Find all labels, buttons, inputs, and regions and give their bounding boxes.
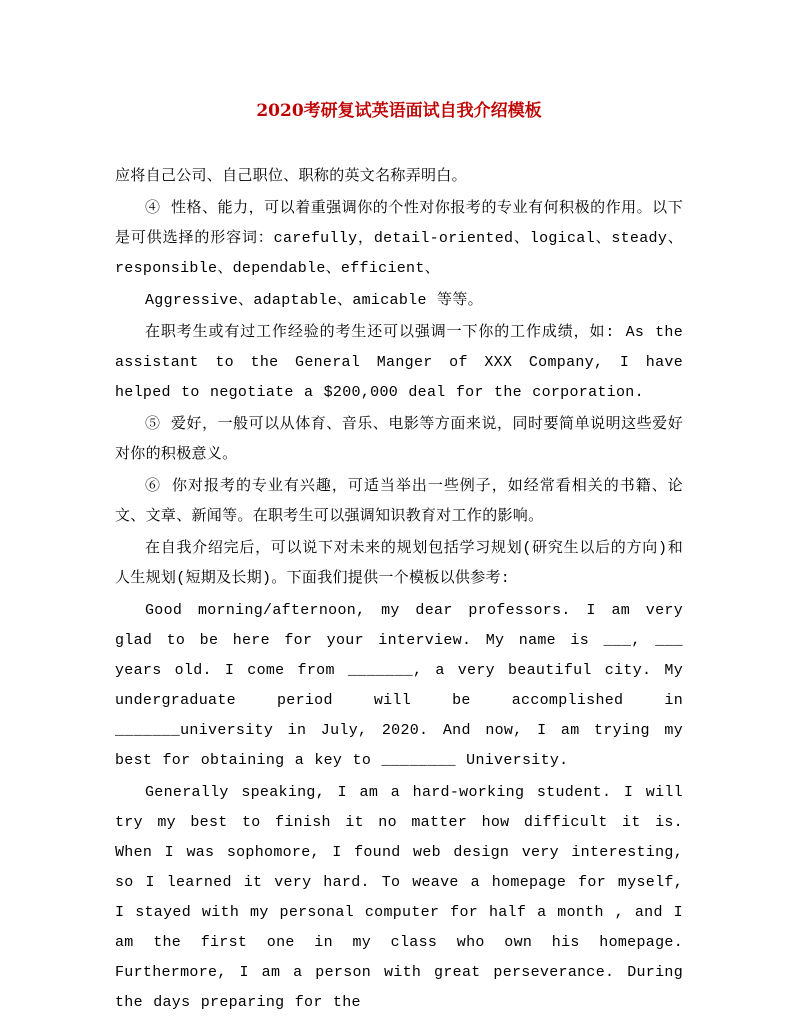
paragraph: ④ 性格、能力，可以着重强调你的个性对你报考的专业有何积极的作用。以下是可供选择的形容词：carefully，detail-oriented、logical、steady、responsible、dependable、efficient、 — [115, 200, 683, 277]
paragraph: Good morning/afternoon, my dear professors. I am very glad to be here for your interview. My name is ___, ___ years old. I come from _______, a very beautiful city. My undergraduate period will be accomplished in _______university in July, 2020. And now, I am trying my best for obtaining a key to ________ University. — [115, 602, 683, 769]
paragraph: ⑥ 你对报考的专业有兴趣，可适当举出一些例子，如经常看相关的书籍、论文、文章、新闻等。在职考生可以强调知识教育对工作的影响。 — [115, 478, 683, 525]
paragraph: 在自我介绍完后，可以说下对未来的规划包括学习规划(研究生以后的方向)和人生规划(短期及长期)。下面我们提供一个模板以供参考: — [115, 540, 683, 587]
paragraph: ⑤ 爱好，一般可以从体育、音乐、电影等方面来说，同时要简单说明这些爱好对你的积极意义。 — [115, 416, 683, 463]
paragraph: Generally speaking, I am a hard-working student. I will try my best to finish it no matter how difficult it is. When I was sophomore, I found web design very interesting, so I learned it very hard. To weave a homepage for myself, I stayed with my personal computer for half a month , and I am the first one in my class who own his homepage. Furthermore, I am a person with great perseverance. During the days preparing for the — [115, 784, 683, 1011]
document-title: 2020考研复试英语面试自我介绍模板 — [256, 101, 542, 121]
document-body — [115, 162, 683, 1018]
paragraph: 应将自己公司、自己职位、职称的英文名称弄明白。 — [115, 168, 467, 185]
paragraph: 在职考生或有过工作经验的考生还可以强调一下你的工作成绩，如: As the assistant to the General Manger of XXX Company, I have helped to negotiate a $200,000 deal for the corporation. — [115, 324, 683, 401]
paragraph: Aggressive、adaptable、amicable 等等。 — [145, 292, 483, 309]
